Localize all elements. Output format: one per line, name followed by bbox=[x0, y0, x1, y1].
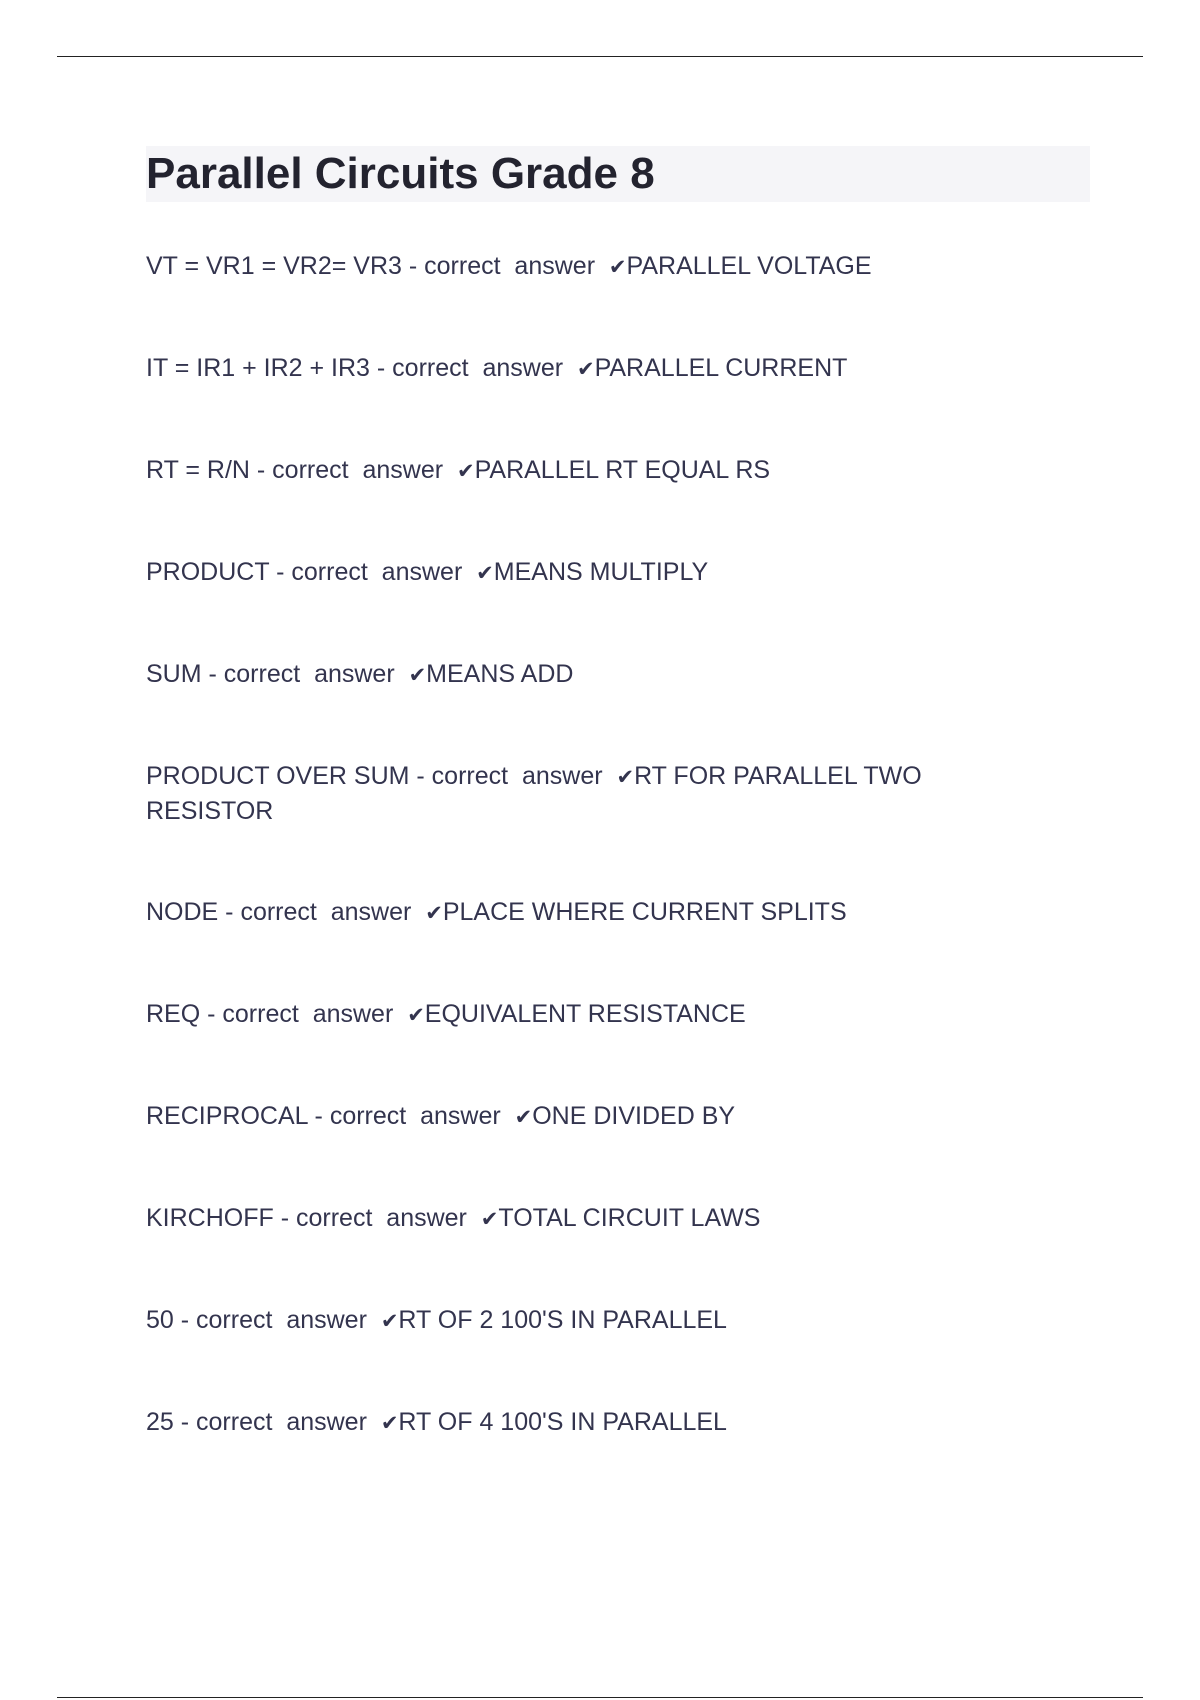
qa-separator: - correct answer bbox=[218, 898, 426, 926]
qa-separator: - correct answer bbox=[173, 1408, 381, 1436]
qa-list bbox=[146, 249, 1090, 1440]
qa-term: RT = R/N bbox=[146, 456, 250, 484]
qa-item bbox=[146, 1099, 1090, 1134]
qa-term: IT = IR1 + IR2 + IR3 bbox=[146, 354, 370, 382]
document-body bbox=[146, 146, 1090, 1507]
check-icon: ✔ bbox=[425, 901, 443, 925]
check-icon: ✔ bbox=[480, 1207, 499, 1231]
qa-separator: - correct answer bbox=[369, 354, 577, 382]
qa-answer: MEANS ADD bbox=[426, 660, 574, 688]
check-icon: ✔ bbox=[380, 1309, 399, 1333]
qa-item bbox=[146, 895, 1090, 930]
qa-answer: MEANS MULTIPLY bbox=[493, 558, 709, 586]
check-icon: ✔ bbox=[456, 459, 475, 483]
qa-answer: RT FOR PARALLEL TWO RESISTOR bbox=[146, 762, 922, 825]
qa-item bbox=[146, 1405, 1090, 1440]
qa-item bbox=[146, 351, 1090, 386]
qa-term: 25 bbox=[146, 1408, 174, 1436]
check-icon: ✔ bbox=[608, 255, 627, 279]
qa-item bbox=[146, 759, 1016, 828]
qa-item bbox=[146, 249, 1090, 284]
qa-answer: PARALLEL RT EQUAL RS bbox=[474, 456, 771, 484]
check-icon: ✔ bbox=[380, 1411, 399, 1435]
qa-separator: - correct answer bbox=[307, 1102, 515, 1130]
qa-term: KIRCHOFF bbox=[146, 1204, 274, 1232]
qa-separator: - correct answer bbox=[269, 558, 477, 586]
qa-answer: PARALLEL CURRENT bbox=[594, 354, 848, 382]
qa-term: RECIPROCAL bbox=[146, 1102, 308, 1130]
qa-answer: RT OF 2 100'S IN PARALLEL bbox=[398, 1306, 727, 1334]
check-icon: ✔ bbox=[576, 357, 595, 381]
qa-separator: - correct answer bbox=[173, 1306, 381, 1334]
qa-separator: - correct answer bbox=[201, 660, 409, 688]
qa-item bbox=[146, 555, 1090, 590]
check-icon: ✔ bbox=[476, 561, 494, 585]
qa-separator: - correct answer bbox=[249, 456, 457, 484]
check-icon: ✔ bbox=[616, 765, 635, 789]
top-rule bbox=[57, 56, 1143, 57]
bottom-rule bbox=[57, 1697, 1143, 1698]
qa-separator: - correct answer bbox=[273, 1204, 481, 1232]
check-icon: ✔ bbox=[514, 1105, 533, 1129]
qa-answer: EQUIVALENT RESISTANCE bbox=[424, 1000, 746, 1028]
qa-separator: - correct answer bbox=[200, 1000, 408, 1028]
qa-answer: TOTAL CIRCUIT LAWS bbox=[498, 1204, 761, 1232]
qa-term: VT = VR1 = VR2= VR3 bbox=[146, 252, 402, 280]
qa-term: NODE bbox=[146, 898, 219, 926]
qa-item bbox=[146, 657, 1090, 692]
qa-answer: ONE DIVIDED BY bbox=[532, 1102, 736, 1130]
qa-term: PRODUCT bbox=[146, 558, 270, 586]
qa-item bbox=[146, 1303, 1090, 1338]
qa-term: PRODUCT OVER SUM bbox=[146, 762, 410, 790]
qa-item bbox=[146, 453, 1090, 488]
qa-term: SUM bbox=[146, 660, 202, 688]
qa-answer: PARALLEL VOLTAGE bbox=[626, 252, 872, 280]
qa-answer: PLACE WHERE CURRENT SPLITS bbox=[442, 898, 847, 926]
qa-answer: RT OF 4 100'S IN PARALLEL bbox=[398, 1408, 727, 1436]
qa-term: REQ bbox=[146, 1000, 201, 1028]
qa-item bbox=[146, 997, 1090, 1032]
qa-separator: - correct answer bbox=[401, 252, 609, 280]
qa-separator: - correct answer bbox=[409, 762, 617, 790]
title-bar bbox=[146, 146, 1090, 202]
qa-term: 50 bbox=[146, 1306, 174, 1334]
check-icon: ✔ bbox=[407, 1003, 425, 1027]
qa-item bbox=[146, 1201, 1090, 1236]
page-title: Parallel Circuits Grade 8 bbox=[146, 149, 655, 198]
check-icon: ✔ bbox=[408, 663, 427, 687]
